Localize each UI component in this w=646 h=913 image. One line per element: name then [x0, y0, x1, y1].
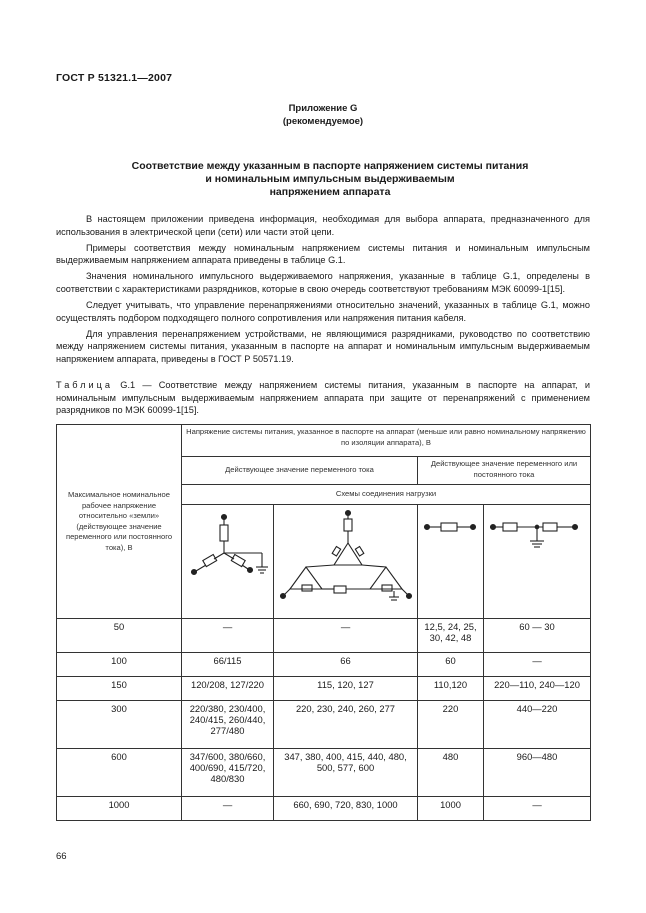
- three-phase-delta-diagram: [278, 505, 414, 605]
- max-voltage-cell: 300: [57, 701, 182, 749]
- body-text: [56, 213, 590, 369]
- star-voltage-cell: 347/600, 380/660, 400/690, 415/720, 480/830: [182, 749, 274, 797]
- split-phase-diagram-cell: [484, 505, 591, 619]
- single-phase-diagram-cell: [418, 505, 484, 619]
- table-row: [57, 797, 591, 821]
- table-caption-text: G.1 — Соответствие между напряжением системы питания, указанным в паспорте на аппарат, и номинальным импульсным выдерживаемым напряжением аппарата при защите от перенапряжений с применением разрядников по МЭК 60099-1[15].: [56, 380, 590, 416]
- table-row: [57, 701, 591, 749]
- split-phase-voltage-cell: —: [484, 653, 591, 677]
- max-voltage-cell: 150: [57, 677, 182, 701]
- table-caption: [56, 379, 590, 417]
- table-caption-label: Таблица: [56, 380, 114, 390]
- connection-schemes-header: Схемы соединения нагрузки: [182, 485, 591, 505]
- single-phase-diagram: [421, 507, 481, 547]
- star-voltage-cell: —: [182, 797, 274, 821]
- max-voltage-cell: 600: [57, 749, 182, 797]
- table-row: [57, 749, 591, 797]
- max-voltage-cell: 100: [57, 653, 182, 677]
- ac-header: Действующее значение переменного тока: [182, 457, 418, 485]
- single-phase-voltage-cell: 1000: [418, 797, 484, 821]
- star-voltage-cell: 66/115: [182, 653, 274, 677]
- appendix-heading: [0, 102, 646, 128]
- voltage-table: [56, 424, 591, 821]
- three-phase-star-diagram: [184, 505, 272, 601]
- page-number: 66: [56, 851, 67, 862]
- split-phase-voltage-cell: 960—480: [484, 749, 591, 797]
- star-voltage-cell: 120/208, 127/220: [182, 677, 274, 701]
- paragraph: Следует учитывать, что управление перенапряжениями относительно значений, указанных в таблице G.1, можно осуществлять подбором подходящего полного сопротивления или напряжения питания кабеля.: [56, 300, 590, 323]
- section-title: [60, 160, 600, 199]
- max-voltage-header: Максимальное номинальное рабочее напряжение относительно «земли» (действующее значение переменного или постоянного тока), В: [57, 425, 182, 619]
- paragraph: Значения номинального импульсного выдерживаемого напряжения, указанные в таблице G.1, определены в соответствии с характеристиками разрядников, которые в свою очередь соответствуют требованиям МЭК 60099-1[15].: [56, 271, 590, 294]
- split-phase-voltage-cell: 220—110, 240—120: [484, 677, 591, 701]
- delta-voltage-cell: 66: [274, 653, 418, 677]
- star-voltage-cell: —: [182, 619, 274, 653]
- appendix-subtitle: (рекомендуемое): [282, 116, 364, 127]
- single-phase-voltage-cell: 220: [418, 701, 484, 749]
- single-phase-voltage-cell: 480: [418, 749, 484, 797]
- single-phase-voltage-cell: 110,120: [418, 677, 484, 701]
- delta-voltage-cell: 115, 120, 127: [274, 677, 418, 701]
- single-phase-voltage-cell: 60: [418, 653, 484, 677]
- table-row: [57, 653, 591, 677]
- single-phase-voltage-cell: 12,5, 24, 25, 30, 42, 48: [418, 619, 484, 653]
- table-row: [57, 677, 591, 701]
- split-phase-voltage-cell: —: [484, 797, 591, 821]
- delta-voltage-cell: —: [274, 619, 418, 653]
- split-phase-voltage-cell: 440—220: [484, 701, 591, 749]
- star-voltage-cell: 220/380, 230/400, 240/415, 260/440, 277/480: [182, 701, 274, 749]
- delta-diagram-cell: [274, 505, 418, 619]
- standard-header: ГОСТ Р 51321.1—2007: [56, 72, 173, 84]
- max-voltage-cell: 1000: [57, 797, 182, 821]
- max-voltage-cell: 50: [57, 619, 182, 653]
- delta-voltage-cell: 220, 230, 240, 260, 277: [274, 701, 418, 749]
- title-line-1: Соответствие между указанным в паспорте напряжением системы питания: [131, 160, 529, 172]
- paragraph: Примеры соответствия между номинальным напряжением системы питания и номинальным импульсным выдерживаемым напряжением аппарата приведены в таблице G.1.: [56, 242, 590, 266]
- delta-voltage-cell: 347, 380, 400, 415, 440, 480, 500, 577, 600: [274, 749, 418, 797]
- title-line-3: напряжением аппарата: [269, 186, 391, 198]
- supply-voltage-group-header: Напряжение системы питания, указанное в паспорте на аппарат (меньше или равно номинальному напряжению по изоляции аппарата), В: [182, 425, 591, 457]
- split-phase-voltage-cell: 60 — 30: [484, 619, 591, 653]
- table-row: [57, 619, 591, 653]
- delta-voltage-cell: 660, 690, 720, 830, 1000: [274, 797, 418, 821]
- paragraph: Для управления перенапряжением устройствами, не являющимися разрядниками, руководство по соответствию между напряжением системы питания, указанным в паспорте на аппарат и номинальным импульсным выдерживаемым напряжением аппарата, приведены в ГОСТ Р 50571.19.: [56, 328, 590, 364]
- paragraph: В настоящем приложении приведена информация, необходимая для выбора аппарата, предназначенного для использования в электрической цепи (сети) или части этой цепи.: [56, 214, 590, 237]
- split-phase-diagram: [487, 507, 587, 559]
- ac-dc-header: Действующее значение переменного или постоянного тока: [418, 457, 591, 485]
- star-diagram-cell: [182, 505, 274, 619]
- appendix-title: Приложение G: [288, 103, 358, 114]
- title-line-2: и номинальным импульсным выдерживаемым: [205, 173, 455, 185]
